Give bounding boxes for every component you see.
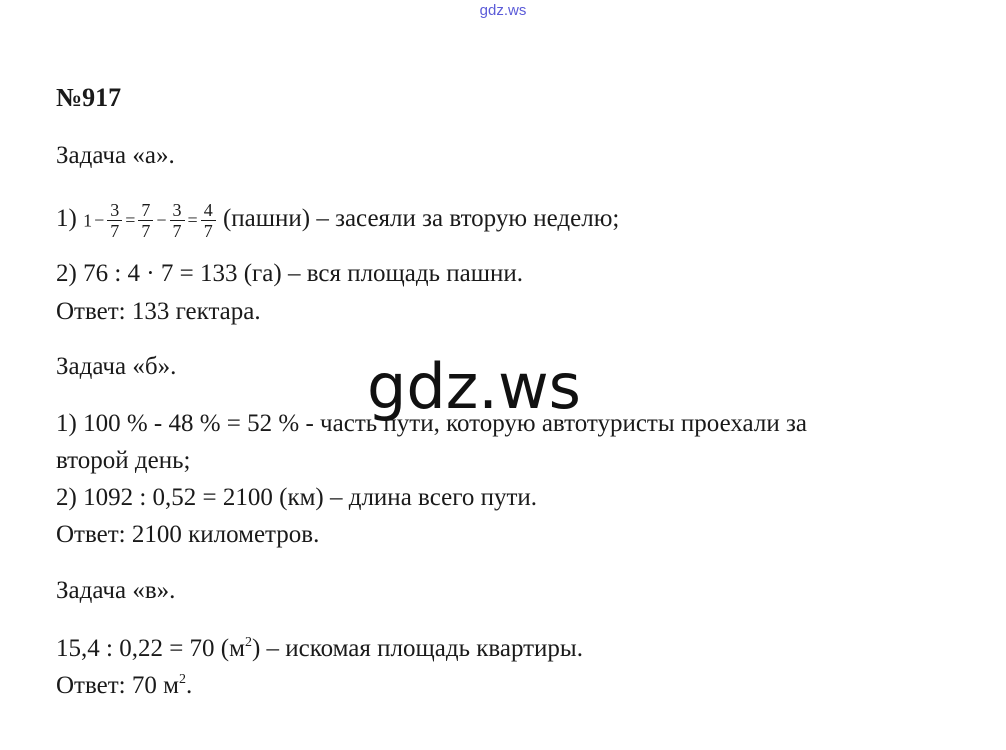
fraction-7-7: $\frac{7}{7}$ (138, 200, 153, 241)
superscript-2: 2 (244, 635, 252, 650)
task-v-answer: Ответ: 70 $м^2$. (56, 672, 193, 699)
superscript-2: 2 (178, 672, 186, 687)
task-b-line-1-cont: второй день; (56, 447, 191, 474)
fraction-one: 1 (83, 210, 93, 231)
task-b-line-2: 2) 1092 : 0,52 = 2100 (км) – длина всего пути. (56, 484, 538, 511)
task-b-line-1: 1) 100 % - 48 % = 52 % - часть пути, которую автотуристы проехали за (56, 410, 807, 437)
problem-title: №917 (56, 83, 122, 112)
minus-sign: − (156, 210, 167, 231)
task-v-heading: Задача «в». (56, 577, 176, 604)
equals-sign: = (125, 210, 136, 231)
equals-sign: = (187, 210, 198, 231)
task-a-heading: Задача «а». (56, 142, 175, 169)
minus-sign: − (94, 210, 105, 231)
fraction-4-7: $\frac{4}{7}$ (201, 200, 216, 241)
task-v-line-1: 15,4 : 0,22 = 70 $(м^2)$ – искомая площадь квартиры. (56, 635, 583, 662)
fraction-3-7: $\frac{3}{7}$ (170, 200, 185, 241)
task-a-answer: Ответ: 133 гектара. (56, 298, 261, 325)
task-b-heading: Задача «б». (56, 353, 177, 380)
watermark-logo: gdz.ws (367, 350, 581, 423)
site-logo-top[interactable]: gdz.ws (479, 2, 527, 19)
fraction-3-7: $\frac{3}{7}$ (107, 200, 122, 241)
task-a-line-2: 2) 76 : 4 · 7 = 133 (га) – вся площадь пашни. (56, 260, 524, 287)
task-a-line-1-text: (пашни) – засеяли за вторую неделю; (222, 205, 620, 232)
task-a-step-number: 1) (56, 205, 77, 232)
task-a-line-1 (56, 196, 619, 243)
task-b-answer: Ответ: 2100 километров. (56, 521, 320, 548)
